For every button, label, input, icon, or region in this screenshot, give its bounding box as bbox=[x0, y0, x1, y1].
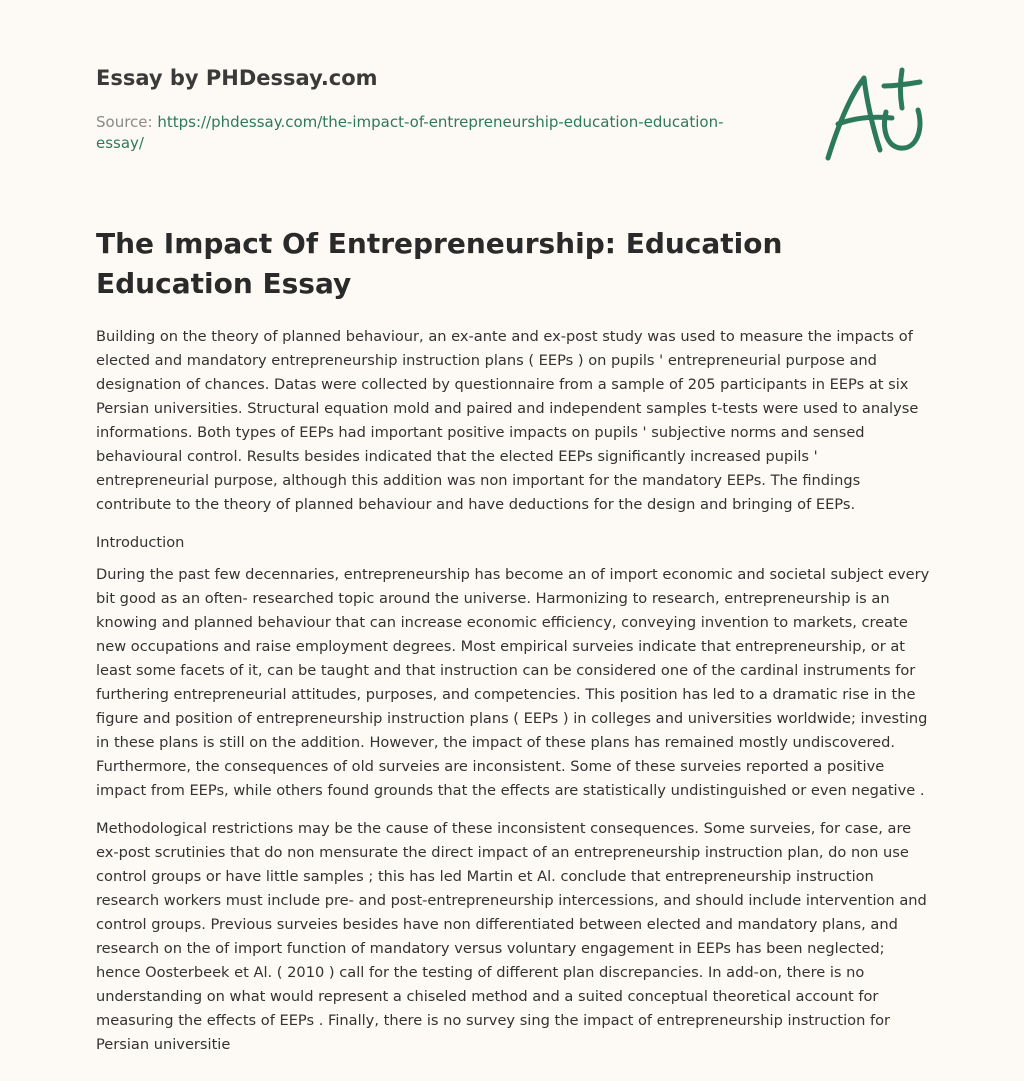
source-label: Source: bbox=[96, 113, 158, 131]
source-link[interactable]: https://phdessay.com/the-impact-of-entrepreneurship-education-education-essay/ bbox=[96, 113, 724, 152]
source-line bbox=[96, 112, 736, 154]
abstract-paragraph: Building on the theory of planned behaviour, an ex-ante and ex-post study was used to measure the impacts of elected and mandatory entrepreneurship instruction plans ( EEPs ) on pupils ' entrepreneurial purpose and designation of chances. Datas were collected by questionnaire from a sample of 205 participants in EEPs at six Persian universities. Structural equation mold and paired and independent samples t-tests were used to analyse informations. Both types of EEPs had important positive impacts on pupils ' subjective norms and sensed behavioural control. Results besides indicated that the elected EEPs significantly increased pupils ' entrepreneurial purpose, although this addition was non important for the mandatory EEPs. The findings contribute to the theory of planned behaviour and have deductions for the design and bringing of EEPs. bbox=[96, 328, 919, 513]
essay-body bbox=[96, 325, 930, 1065]
introduction-paragraph: During the past few decennaries, entrepreneurship has become an of import economic and societal subject every bit good as an often- researched topic around the universe. Harmonizing to research, entrepreneurship is an knowing and planned behaviour that can increase economic efficiency, conveying invention to markets, create new occupations and raise employment degrees. Most empirical surveies indicate that entrepreneurship, or at least some facets of it, can be taught and that instruction can be considered one of the cardinal instruments for furthering entrepreneurial attitudes, purposes, and competencies. This position has led to a dramatic rise in the figure and position of entrepreneurship instruction plans ( EEPs ) in colleges and universities worldwide; investing in these plans is still on the addition. However, the impact of these plans has remained mostly undiscovered. Furthermore, the consequences of old surveies are inconsistent. Some of these surveies reported a positive impact from EEPs, while others found grounds that the effects are statistically undistinguished or even negative . bbox=[96, 566, 930, 799]
methodology-paragraph: Methodological restrictions may be the cause of these inconsistent consequences. Some surveies, for case, are ex-post scrutinies that do non mensurate the direct impact of an entrepreneurship instruction plan, do non use control groups or have little samples ; this has led Martin et Al. conclude that entrepreneurship instruction research workers must include pre- and post-entrepreneurship intercessions, and should include intervention and control groups. Previous surveies besides have non differentiated between elected and mandatory plans, and research on the of import function of mandatory versus voluntary engagement in EEPs has been neglected; hence Oosterbeek et Al. ( 2010 ) call for the testing of different plan discrepancies. In add-on, there is no understanding on what would represent a chiseled method and a suited conceptual theoretical account for measuring the effects of EEPs . Finally, there is no survey sing the impact of entrepreneurship instruction for Persian universitie bbox=[96, 820, 927, 1053]
section-heading-introduction: Introduction bbox=[96, 534, 185, 551]
a-plus-logo-icon bbox=[820, 66, 930, 166]
essay-title: The Impact Of Entrepreneurship: Education Education Essay bbox=[96, 227, 783, 300]
site-title: Essay by PHDessay.com bbox=[96, 66, 378, 90]
